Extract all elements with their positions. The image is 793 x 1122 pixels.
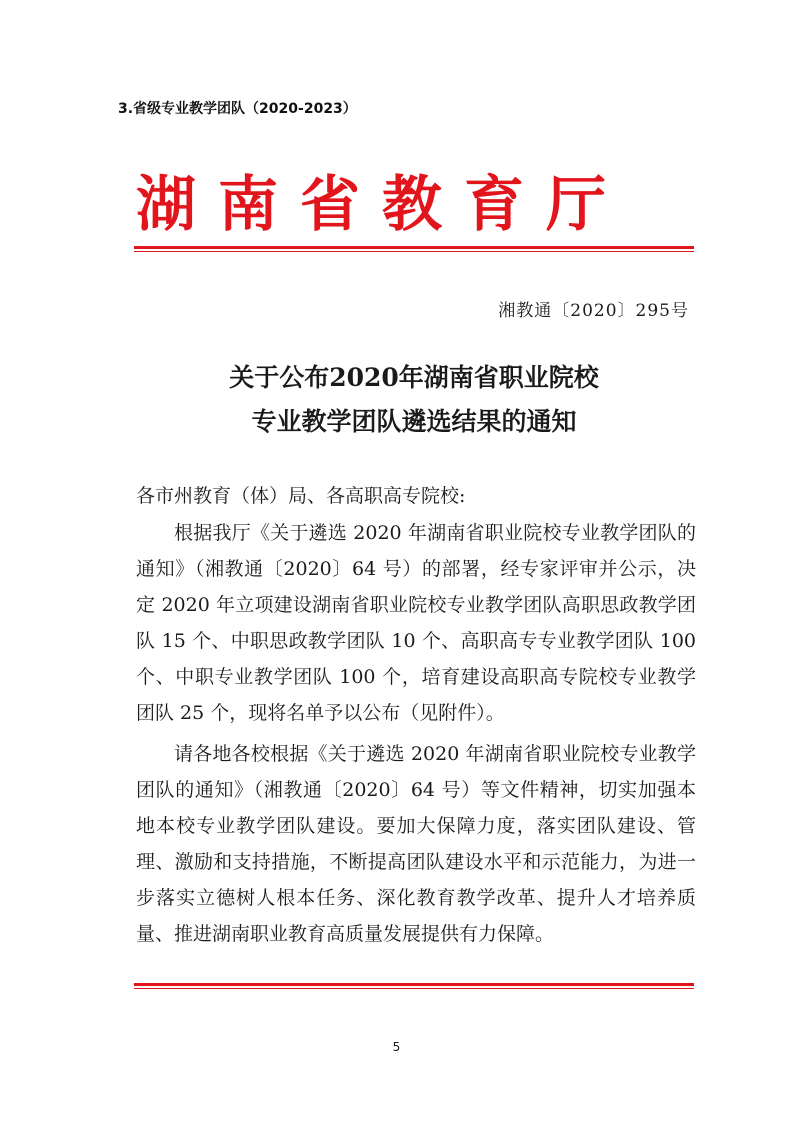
section-heading: 3.省级专业教学团队（2020-2023） (118, 101, 357, 117)
body-paragraph-2: 请各地各校根据《关于遴选 2020 年湖南省职业院校专业教学团队的通知》（湘教通〔2020〕64 号）等文件精神，切实加强本地本校专业教学团队建设。要加大保障力度，落实团队建设、管理、激励和支持措施，不断提高团队建设水平和示范能力，为进一步落实立德树人根本任务、深化教育教学改革、提升人才培养质量、推进湖南职业教育高质量发展提供有力保障。 (136, 743, 696, 945)
salutation: 各市州教育（体）局、各高职高专院校: (136, 485, 466, 507)
letterhead-top-rule (134, 246, 694, 249)
page-number: 5 (392, 1040, 401, 1054)
body-paragraph-1: 根据我厅《关于遴选 2020 年湖南省职业院校专业教学团队的通知》（湘教通〔2020〕64 号）的部署，经专家评审并公示，决定 2020 年立项建设湖南省职业院校专业教学团队高职思政教学团队 15 个、中职思政教学团队 10 个、高职高专专业教学团队 100 个、中职专业教学团队 100 个，培育建设高职高专院校专业教学团队 25 个，现将名单予以公布（见附件）。 (136, 522, 696, 724)
agency-letterhead-title: 湖南省教育厅 (136, 170, 628, 240)
footer-bottom-rule-thin (134, 988, 694, 989)
letterhead-top-rule-thin (134, 251, 694, 252)
footer-bottom-rule (134, 983, 694, 986)
notice-title-line-2: 专业教学团队遴选结果的通知 (251, 407, 577, 436)
notice-title-line-1: 关于公布2020年湖南省职业院校 (229, 363, 599, 392)
document-number: 湘教通〔2020〕295号 (498, 301, 689, 321)
